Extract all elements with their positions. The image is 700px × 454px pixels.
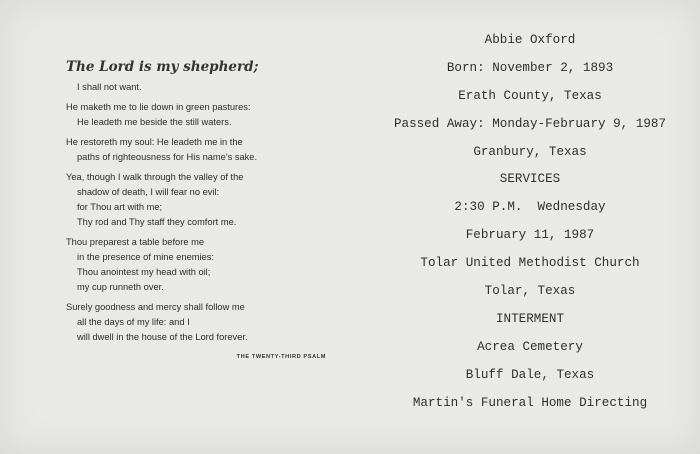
psalm-line: paths of righteousness for His name's sake. — [77, 152, 258, 162]
psalm-line: Thy rod and Thy staff they comfort me. — [77, 217, 237, 227]
psalm-line: Surely goodness and mercy shall follow me — [66, 302, 245, 312]
psalm-line: all the days of my life: and I — [77, 317, 190, 327]
service-time: 2:30 P.M. Wednesday — [454, 200, 606, 215]
funeral-home: Martin's Funeral Home Directing — [412, 395, 648, 410]
psalm-line: He leadeth me beside the still waters. — [77, 117, 232, 127]
deceased-name: Abbie Oxford — [484, 33, 576, 47]
psalm-stanza — [66, 100, 326, 130]
service-date: February 11, 1987 — [465, 228, 595, 243]
birth-place: Erath County, Texas — [458, 88, 602, 103]
psalm-line: Thou preparest a table before me — [66, 237, 204, 247]
psalm-line: my cup runneth over. — [77, 282, 164, 292]
psalm-line: in the presence of mine enemies: — [77, 252, 214, 262]
psalm-line: Yea, though I walk through the valley of the — [66, 172, 244, 182]
church-name: Tolar United Methodist Church — [420, 256, 640, 271]
details-panel — [350, 31, 700, 421]
psalm-line: I shall not want. — [77, 82, 142, 92]
psalm-title: The Lord is my shepherd; — [66, 59, 259, 75]
birth-date: Born: November 2, 1893 — [446, 60, 614, 75]
psalm-stanza — [66, 135, 326, 165]
psalm-stanza — [66, 80, 326, 95]
church-location: Tolar, Texas — [484, 284, 576, 299]
psalm-attribution: THE TWENTY-THIRD PSALM — [236, 354, 326, 360]
psalm-line: He maketh me to lie down in green pastures: — [66, 102, 251, 112]
psalm-line: for Thou art with me; — [77, 202, 163, 212]
psalm-panel — [66, 58, 326, 365]
psalm-stanza — [66, 170, 326, 230]
death-place: Granbury, Texas — [473, 144, 587, 159]
cemetery-name: Acrea Cemetery — [477, 339, 583, 354]
psalm-stanza — [66, 235, 326, 295]
death-date: Passed Away: Monday-February 9, 1987 — [393, 116, 667, 131]
psalm-stanza — [66, 300, 326, 345]
interment-heading: INTERMENT — [495, 311, 565, 326]
psalm-line: He restoreth my soul: He leadeth me in the — [66, 137, 243, 147]
psalm-line: will dwell in the house of the Lord forever. — [77, 332, 248, 342]
cemetery-location: Bluff Dale, Texas — [465, 367, 595, 382]
psalm-line: Thou anointest my head with oil; — [77, 267, 211, 277]
psalm-line: shadow of death, I will fear no evil: — [77, 187, 220, 197]
services-heading: SERVICES — [499, 172, 561, 187]
